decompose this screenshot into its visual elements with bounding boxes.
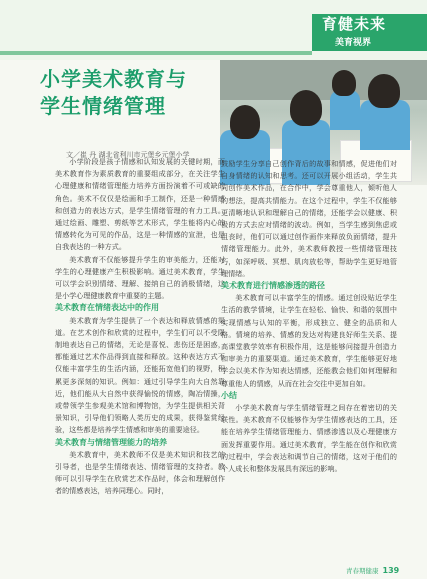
title-line: 小学美术教育与 bbox=[40, 67, 187, 91]
section-heading: 小结 bbox=[221, 390, 237, 400]
right-column bbox=[221, 158, 397, 475]
photo-student-head bbox=[230, 105, 260, 139]
page-footer bbox=[346, 566, 399, 575]
paragraph: 美术教育中，美术教师不仅是美术知识和技艺的引导者，也是学生情绪表达、情绪管理的支持者。教师可以引导学生在欣赏艺术作品时，体会和理解创作者的情感表达，培养同理心。同时， bbox=[55, 449, 225, 496]
section-heading: 美术教育进行情感渗透的路径 bbox=[221, 281, 325, 291]
paragraph: 小学美术教育与学生情绪管理之间存在着密切的关联性。美术教育不仅能够作为学生情感表达的工具，还能在培养学生情绪管理能力、情感渗透以及心理健康方面发挥重要作用。通过美术教育，学生能在创作和欣赏的过程中，学会表达和调节自己的情绪，这对于他们的个人成长和整体发展具有深远的影响。 bbox=[221, 403, 397, 474]
section-heading: 美术教育在情绪表达中的作用 bbox=[55, 303, 159, 313]
title-line: 学生情绪管理 bbox=[40, 94, 166, 118]
page-number: 139 bbox=[382, 566, 400, 575]
article-title bbox=[40, 66, 187, 120]
paragraph: 美术教育不仅能够提升学生的审美能力，还能对学生的心理健康产生积极影响。通过美术教育，学生可以学会识别情绪、理解、接纳自己的消极情绪，这是小学心理健康教育中重要的主题。 bbox=[55, 254, 225, 301]
left-column bbox=[55, 156, 225, 498]
paragraph: 鼓励学生分享自己创作背后的故事和情感，促进他们对自身情绪的认知和思考。还可以开展小组活动，学生共同创作美术作品，在合作中，学会尊重他人，倾听他人的想法，提高共情能力。在这个过程中，学生不仅能够更清晰地认识和理解自己的情绪，还能学会以健康、积极的方式去应对情绪的波动。例如，当学生感到焦虑或沮丧时，他们可以通过创作画作来释放负面情绪，提升情绪管理能力。此外，美术教师教授一些情绪管理技巧，如深呼吸、冥想、肌肉放松等，帮助学生更好地管理情绪。 bbox=[221, 159, 397, 278]
paragraph: 小学阶段是孩子情感和认知发展的关键时期，而美术教育作为素质教育的重要组成部分，在关注学生心理健康和情绪管理能力培养方面扮演着不可或缺的角色。美术不仅仅是绘画和手工制作，还是一种情感和创造力的表达方式，是学生情绪管理的有力工具。通过绘画、雕塑、剪纸等艺术形式，学生能将内心的情感转化为可见的作品，这是一种情感的宣泄，也是自我表达的一种方式。 bbox=[55, 157, 225, 252]
section-heading: 美术教育与情绪管理能力的培养 bbox=[55, 437, 167, 447]
byline: 文／崔 丹 湖北省利川市元堡乡元堡小学 bbox=[66, 151, 190, 159]
paragraph: 美术教育为学生提供了一个表达和释放情感的渠道。在艺术创作和欣赏的过程中，学生们可以不受限制地表达自己的情绪，无论是喜悦、悲伤还是困惑，都能通过艺术作品得到直接和释放。这种表达方式不仅能丰富学生的生活内涵，还能拓宽他们的视野，积累更多深刻的知识。例如：通过引导学生向大自然靠近，他们能从大自然中获得愉悦的情感，陶冶情操，或带领学生参观美术馆和博物馆，为学生提供相关背景知识，引导他们领略人类历史的成果，获得鉴赏经验，这些都是培养学生情感和审美的重要途径。 bbox=[55, 315, 225, 435]
photo-student-head bbox=[290, 90, 322, 126]
header-stripe bbox=[0, 51, 312, 55]
footer-label: 青春期健康 bbox=[346, 567, 379, 575]
column-kicker: 育健未来 bbox=[322, 15, 387, 33]
photo-student-head bbox=[368, 74, 400, 108]
photo-student bbox=[330, 90, 360, 130]
photo-student-head bbox=[332, 70, 356, 96]
paragraph: 美术教育可以丰富学生的情感。通过创设贴近学生生活的教学情境，让学生在轻松、愉快、和谐的氛围中实现情感与认知的平衡，形成独立、健全的品质和人格。情境的培养、情感的发达对构建良好师生关系、提高课堂教学效率有积极作用，这是能够问接提升创造力和审美力的重要渠道。通过美术教育，学生能够更好地学会以美术作为知表达情感，还能教会他们如何理解和尊重他人的情感，从而在社会交往中更加自如。 bbox=[221, 293, 397, 388]
section-label: 美育视界 bbox=[335, 38, 372, 48]
